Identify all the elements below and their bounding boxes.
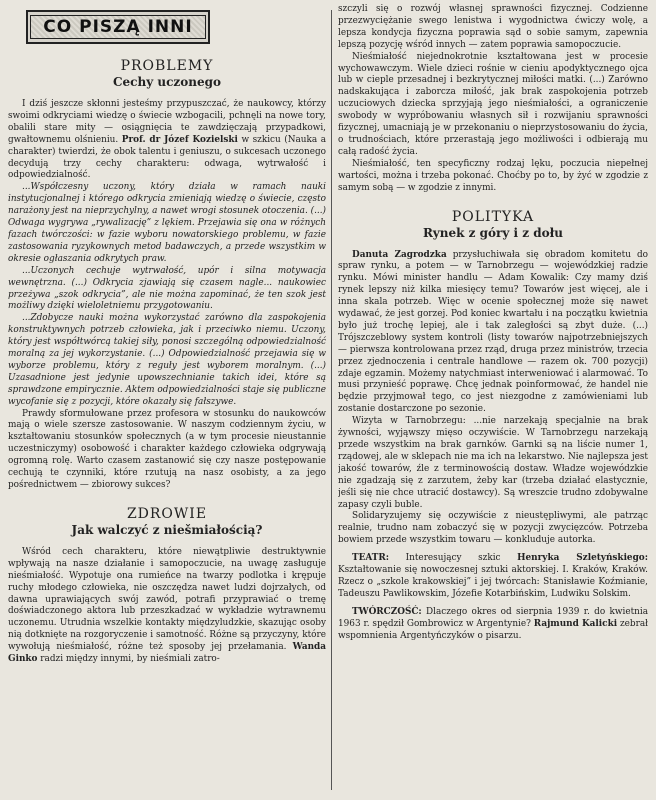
section-label-problemy: PROBLEMY: [120, 58, 214, 74]
zdrowie-paragraph-3: Nieśmiałość, ten specyficzny rodzaj lęku, poczucia niepełnej wartości, można i trzeba pokonać. Choćby po to, by żyć w zgodzie z samym sobą — w zgodzie z innymi.: [338, 158, 648, 193]
section-label-zdrowie: ZDROWIE: [126, 505, 208, 522]
problemy-intro-paragraph: I dziś jeszcze skłonni jesteśmy przypuszczać, że naukowcy, którzy swoimi odkryciami wiedzę o świecie wzbogacili, pchnęli na nowe tory, obalili stare mity — osiągnięcia te zawdzięczają przypadkowi, gwałtownemu olśnieniu. Prof. dr Józef Kozielski w szkicu (Nauka a charakter) twierdzi, że obok talentu i geniuszu, o sukcesach uczonego decydują trzy cechy charakteru: odwaga, wytrwałość i odpowiedzialność.: [8, 99, 326, 181]
polityka-paragraph-1: Danuta Zagrodzka przysłuchiwała się obradom komitetu do spraw rynku, a potem — w Tarnobrzegu — wojewódzkiej radzie rynku. Mówi minister handlu — Adam Kowalik: Czy mamy dziś rynek lepszy niż kilka miesięcy temu? Towarów jest więcej, ale i inna skala potrzeb. Więc w ocenie społecznej może się nawet wydawać, że jest gorzej. Pod koniec kwartału i na początku kwietnia było już trochę lepiej, ale i tak zaległości są zbyt duże. (...) Trójszczeblowy system kontroli (listy towarów najpotrzebniejszych — pierwsza kontrolowana przez rząd, druga przez ministrów, trzecia przez zjednoczenia i centrale handlowe — razem ok. 700 pozycji) zdaje egzamin. Możemy natychmiast interweniować i alarmować. To musi przynieść poprawę. Chcę jednak poinformować, że handel nie będzie przyjmował tego, co jest niezgodne z zamówieniami lub zostanie dostarczone po sezonie.: [338, 249, 648, 415]
quote-responsibility: ...Zdobycze nauki można wykorzystać zarówno dla zaspokojenia konstruktywnych potrzeb człowieka, jak i przeciwko niemu. Uczony, który jest współtwórcą takiej siły, ponosi szczególną odpowiedzialność moralną za jej wykorzystanie. (...) Odpowiedzialność przejawia się w wyborze problemu, który z reguły jest wyborem moralnym. (...) Uzasadnione jest jedynie upowszechnianie takich idei, które są sprawdzone empirycznie. Aktem odpowiedzialności staje się publiczne wycofanie się z pozycji, które okazały się fałszywe.: [8, 313, 326, 407]
column-divider: [331, 10, 332, 790]
left-column: [8, 0, 326, 800]
author-name: Danuta Zagrodzka: [352, 249, 447, 260]
zdrowie-paragraph-2: Nieśmiałość niejednokrotnie kształtowana jest w procesie wychowawczym. Wiele dzieci rośnie w cieniu apodyktycznego ojca lub w cieple przesadnej i bezkrytycznej miłości matki. (...) Zarówno nadskakująca i zaborcza miłość, jak brak zaspokojenia potrzeb uczuciowych dziecka sprzyjają jego nieśmiałości, a ograniczenie swobody w wypróbowaniu własnych sił i rozwijaniu sprawności fizycznej, umacniają je w przekonaniu o nieprzystosowaniu do życia, o trudnościach, które przerastają jego możliwości i odbierają mu całą radość życia.: [338, 51, 648, 157]
quote-courage: ...Współczesny uczony, który działa w ramach nauki instytucjonalnej i którego odkrycia zmieniają wiedzę o świecie, często narażony jest na nieprzychylny, a nawet wrogi stosunek otoczenia. (...) Odwaga wygrywa „rywalizację” z lękiem. Przejawia się ona w różnych fazach twórczości: w fazie wyboru nowatorskiego problemu, w fazie zastosowania ryzykownych metod badawczych, a przede wszystkim w okresie ogłaszania odkrytych praw.: [8, 182, 326, 264]
zdrowie-continuation-paragraph: szczyli się o rozwój własnej sprawności fizycznej. Codzienne przezwyciężanie swego lenistwa i wygodnictwa ćwiczy wolę, a lepsza kondycja fizyczna poprawia sąd o sobie samym, zapewnia lepszą pozycję wśród innych — zatem poprawia samopoczucie.: [338, 4, 648, 50]
zdrowie-continuation: [338, 4, 648, 195]
tworczosc-note: TWÓRCZOŚĆ: Dlaczego okres od sierpnia 1939 r. do kwietnia 1963 r. spędził Gombrowicz w Argentynie? Rajmund Kalicki zebrał wspomnienia Argentyńczyków o pisarzu.: [338, 606, 648, 641]
section-label-polityka: POLITYKA: [451, 208, 535, 225]
teatr-note: TEATR: Interesujący szkic Henryka Szletyńskiego: Kształtowanie się nowoczesnej sztuki aktorskiej. I. Kraków, Kraków. Rzecz o „szkole krakowskiej” i jej twórcach: Stanisławie Koźmianie, Tadeuszu Pawlikowskim, Józefie Kotarbińskim, Ludwiku Solskim.: [338, 553, 648, 599]
author-name: Prof. dr Józef Kozielski: [121, 134, 238, 145]
zdrowie-paragraph: Wśród cech charakteru, które niewątpliwie destruktywnie wpływają na nasze działanie i samopoczucie, na uwagę zasługuje nieśmiałość. Wypotuje ona rumieńce na twarzy podlotka i krępuje ruchy młodego człowieka, nie oszczędza nawet ludzi dojrzałych, od dawna uprawiających swój zawód, potrafi przyprawiać o tremę doświadczonego aktora lub przeszkadzać w wykładzie wytrawnemu uczonemu. Utrudnia wszelkie kontakty międzyludzkie, skazując osoby nią dotknięte na rozgoryczenie i samotność. Różne są przyczyny, które wywołują nieśmiałość, różne też sposoby jej przełamania. Wanda Ginko radzi między innymi, by nieśmiali zatro-: [8, 546, 326, 665]
polityka-paragraph-2: Wizyta w Tarnobrzegu: ...nie narzekają specjalnie na brak żywności, wyjąwszy mięso oczywiście. W Tarnobrzegu narzekają przede wszystkim na brak garnków. Garnki są na liście numer 1, rządowej, ale w sklepach nie ma ich na lekarstwo. Nie najlepsza jest jakość towarów, źle z terminowością dostaw. Władze wojewódzkie nie zgadzają się z zarzutem, żeby kar (trzeba działać elastycznie, jeśli się nie chce utracić dostawcy). Są wreszcie trudno zdobywalne zapasy czyli buble.: [338, 416, 648, 510]
author-name: Wanda Ginko: [8, 642, 326, 665]
quote-persistence: ...Uczonych cechuje wytrwałość, upór i silna motywacja wewnętrzna. (...) Odkrycia zjawiają się czasem nagle... naukowiec przeżywa „szok odkrycia”, ale nie można zapominać, że ten szok jest możliwy dzięki wieloletniemu przygotowaniu.: [8, 265, 326, 312]
article-title-niesmialosc: Jak walczyć z niešmiałością?: [71, 522, 263, 537]
masthead-title: CO PISZĄ INNI: [30, 15, 206, 39]
article-title-rynek: Rynek z góry i z dołu: [423, 225, 563, 240]
polityka-paragraph-3: Solidaryzujemy się oczywiście z nieustępliwymi, ale patrząc realnie, trudno nam zobaczyć się w pozycji zwycięzców. Potrzeba bowiem przede wszystkim towaru — konkluduje autorka.: [338, 511, 648, 546]
article-title-cechy-uczonego: Cechy uczonego: [113, 75, 221, 89]
masthead-box: [26, 10, 210, 44]
right-column: [338, 0, 648, 800]
problemy-conclusion-paragraph: Prawdy sformułowane przez profesora w stosunku do naukowców mają o wiele szersze zastosowanie. W naszym codziennym życiu, w kształtowaniu stosunków społecznych (a w tym procesie nieustannie uczestniczymy) osobowość i charakter każdego człowieka odgrywają ogromną rolę. Warto czasem zastanowić się czy nasze postępowanie cechują te czynniki, które rzutują na nasz osobisty, a za jego pośrednictwem — zbiorowy sukces?: [8, 408, 326, 490]
